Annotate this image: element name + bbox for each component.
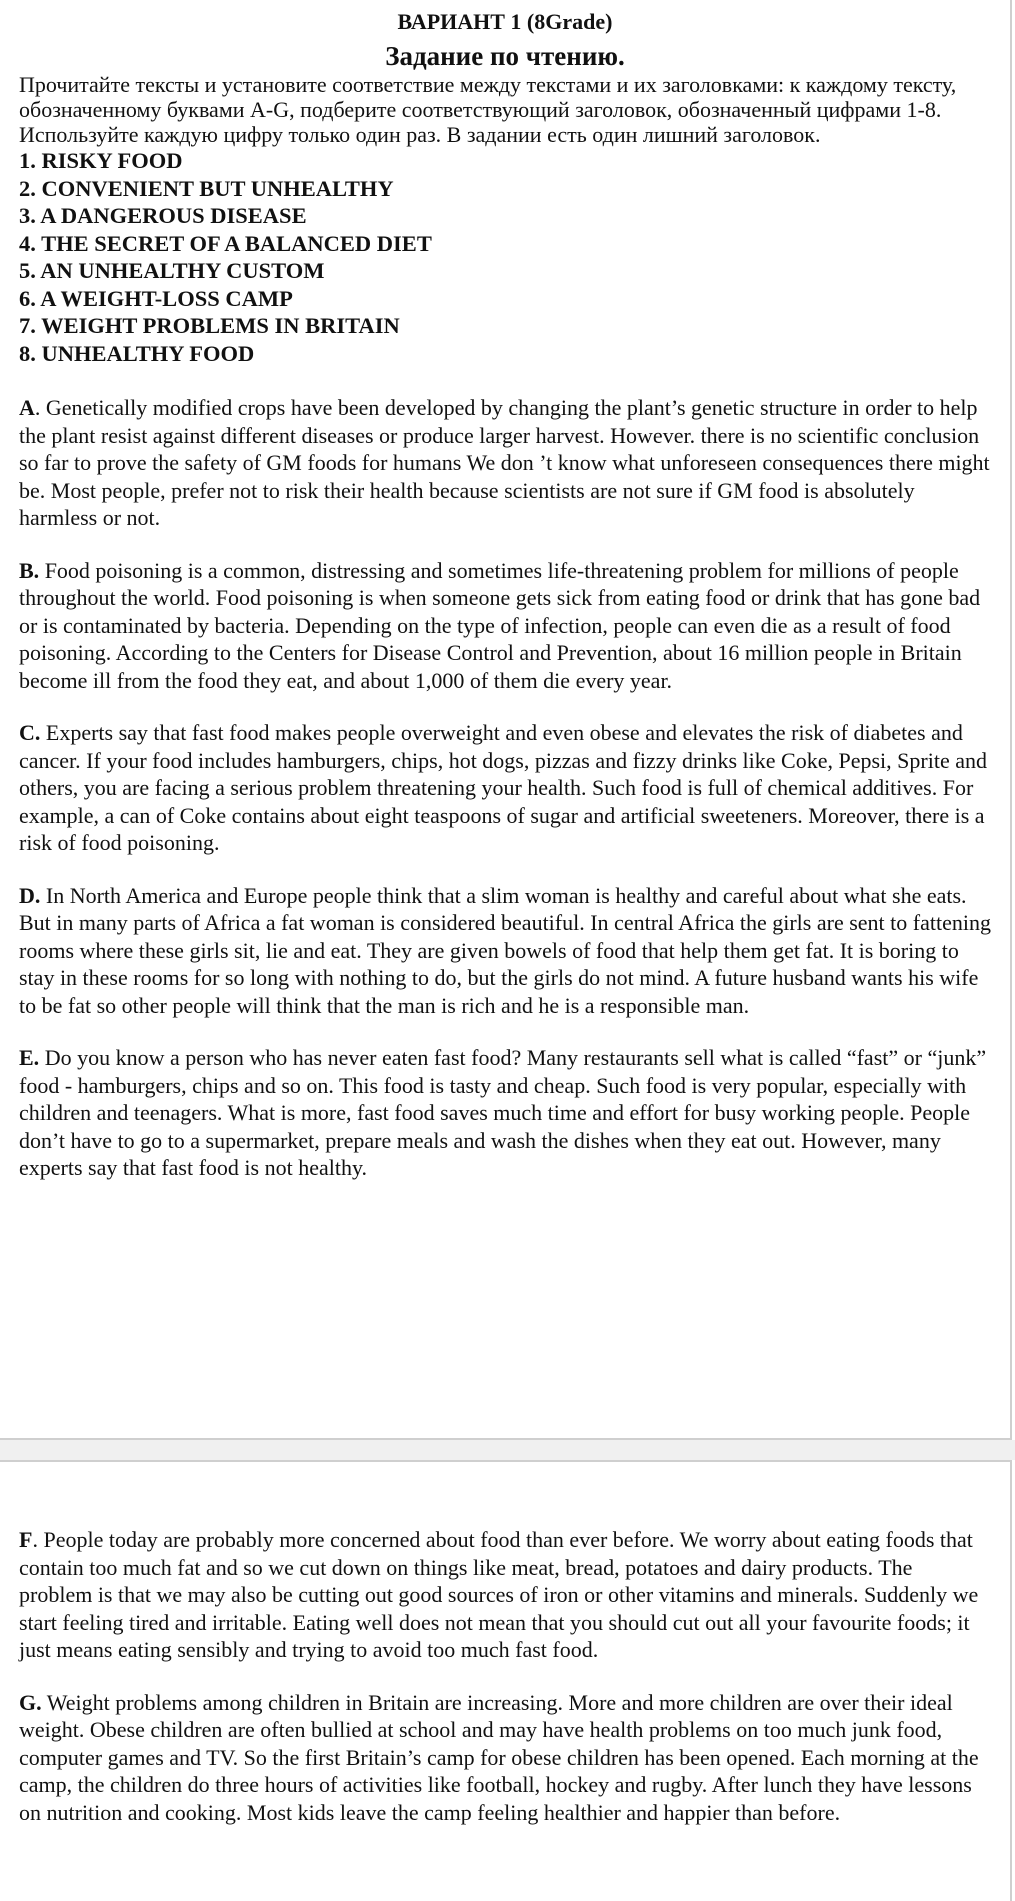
heading-item: 3. A DANGEROUS DISEASE xyxy=(19,203,307,228)
page-2 xyxy=(0,1460,1012,1901)
heading-item: 1. RISKY FOOD xyxy=(19,148,183,173)
task-title: Задание по чтению. xyxy=(385,41,625,71)
text-letter: B. xyxy=(19,557,40,583)
heading-item: 8. UNHEALTHY FOOD xyxy=(19,340,255,366)
text-body: Do you know a person who has never eaten fast food? Many restaurants sell what is called “fast” or “junk” food - hamburgers, chips and so on. This food is tasty and cheap. Such food is very popular, especially with children and teenagers. What is more, fast food saves much time and effort for busy working people. People don’t have to go to a supermarket, prepare meals and wash the dishes when they eat out. However, many experts say that fast food is not healthy. xyxy=(19,1045,987,1180)
text-body: In North America and Europe people think that a slim woman is healthy and careful about what she eats. But in many parts of Africa a fat woman is considered beautiful. In central Africa the girls are sent to fattening rooms where these girls sit, lie and eat. They are given bowels of food that help them get fat. It is boring to stay in these rooms for so long with nothing to do, but the girls do not mind. A future husband wants his wife to be fat so other people will think that the man is rich and he is a responsible man. xyxy=(19,882,991,1018)
text-e xyxy=(19,1044,991,1182)
page-separator xyxy=(0,1440,1015,1460)
text-g xyxy=(19,1689,991,1827)
text-b xyxy=(19,557,991,695)
heading-item: 7. WEIGHT PROBLEMS IN BRITAIN xyxy=(19,313,400,338)
heading-item: 4. THE SECRET OF A BALANCED DIET xyxy=(19,230,432,256)
heading-item: 2. CONVENIENT BUT UNHEALTHY xyxy=(19,175,394,201)
text-body: . Genetically modified crops have been developed by changing the plant’s genetic structure in order to help the plant resist against different diseases or produce larger harvest. However. there is no scientific conclusion so far to prove the safety of GM foods for humans We don ’t know what unforeseen consequences there might be. Most people, prefer not to risk their health because scientists are not sure if GM food is absolutely harmless or not. xyxy=(19,395,990,530)
text-letter: F xyxy=(19,1527,33,1552)
text-f xyxy=(19,1526,991,1664)
text-letter: E. xyxy=(19,1045,40,1070)
text-letter: C. xyxy=(19,720,41,745)
text-letter: G. xyxy=(19,1689,42,1715)
heading-item: 6. A WEIGHT-LOSS CAMP xyxy=(19,285,293,311)
text-letter: A xyxy=(19,395,35,420)
text-body: Experts say that fast food makes people overweight and even obese and elevates the risk of diabetes and cancer. If your food includes hamburgers, chips, hot dogs, pizzas and fizzy drinks like Coke, Pepsi, Sprite and others, you are facing a serious problem threatening your health. Such food is full of chemical additives. For example, a can of Coke contains about eight teaspoons of sugar and artificial sweeteners. Moreover, there is a risk of food poisoning. xyxy=(19,720,987,855)
heading-list xyxy=(19,147,991,367)
text-c xyxy=(19,719,991,857)
heading-item: 5. AN UNHEALTHY CUSTOM xyxy=(19,258,325,283)
text-body: Weight problems among children in Britain are increasing. More and more children are over their ideal weight. Obese children are often bullied at school and may have health problems on too much junk food, computer games and TV. So the first Britain’s camp for obese children has been opened. Each morning at the camp, the children do three hours of activities like football, hockey and rugby. After lunch they have lessons on nutrition and cooking. Most kids leave the camp feeling healthier and happier than before. xyxy=(19,1689,979,1825)
text-a xyxy=(19,394,991,532)
text-d xyxy=(19,882,991,1020)
text-body: Food poisoning is a common, distressing and sometimes life-threatening problem for millions of people throughout the world. Food poisoning is when someone gets sick from eating food or drink that has gone bad or is contaminated by bacteria. Depending on the type of infection, people can even die as a result of food poisoning. According to the Centers for Disease Control and Prevention, about 16 million people in Britain become ill from the food they eat, and about 1,000 of them die every year. xyxy=(19,557,981,693)
text-letter: D. xyxy=(19,882,41,908)
variant-title: ВАРИАНТ 1 (8Grade) xyxy=(397,9,613,34)
instructions: Прочитайте тексты и установите соответствие между текстами и их заголовками: к каждому тексту, обозначенному буквами A-G, подберите соответствующий заголовок, обозначенный цифрами 1-8. Используйте каждую цифру только один раз. В задании есть один лишний заголовок. xyxy=(19,72,957,147)
text-body: . People today are probably more concerned about food than ever before. We worry about eating foods that contain too much fat and so we cut down on things like meat, bread, potatoes and dairy products. The problem is that we may also be cutting out good sources of iron or other vitamins and minerals. Suddenly we start feeling tired and irritable. Eating well does not mean that you should cut out all your favourite foods; it just means eating sensibly and trying to avoid too much fast food. xyxy=(19,1527,979,1662)
